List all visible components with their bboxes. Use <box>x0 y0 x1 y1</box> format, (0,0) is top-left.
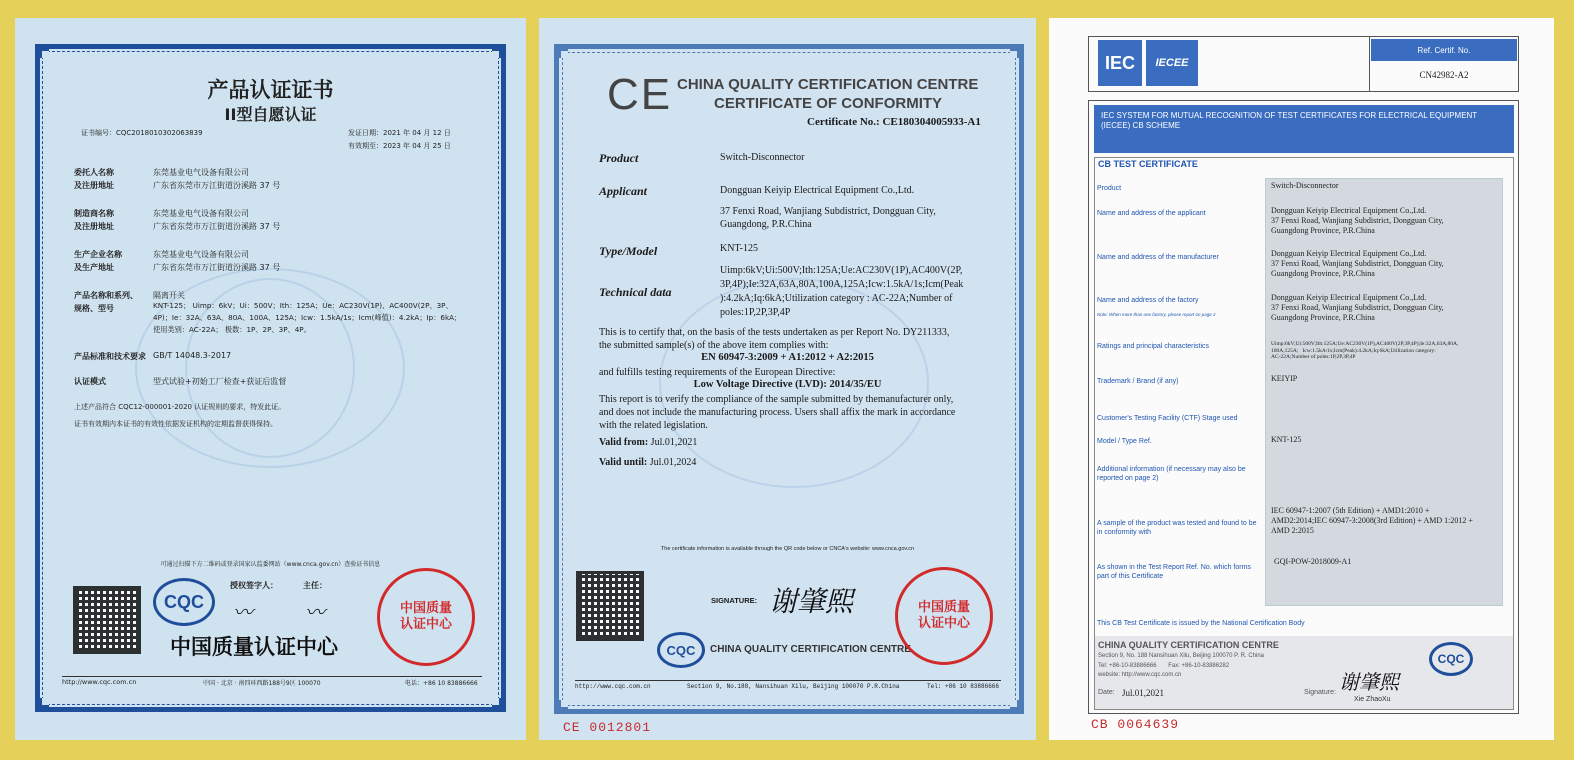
row-label: 生产企业名称 <box>74 250 122 259</box>
field-label: A sample of the product was tested and found to be in conformity with <box>1097 520 1257 536</box>
issued-note: This CB Test Certificate is issued by the National Certification Body <box>1097 620 1305 627</box>
field-value: IEC 60947-1:2007 (5th Edition) + AMD1:2010 + AMD2:2014;IEC 60947-3:2008(3rd Edition) + AMD 1:2012 + AMD 2:2015 <box>1271 506 1473 535</box>
field-label: Additional information (if necessary may also be reported on page 2) <box>1097 466 1246 482</box>
field-label: Ratings and principal characteristics <box>1097 343 1210 350</box>
standard-value: GB/T 14048.3-2017 <box>153 351 232 360</box>
footer-url: http://www.cqc.com.cn <box>575 683 651 690</box>
type-label: Type/Model <box>599 244 658 258</box>
directive: Low Voltage Directive (LVD): 2014/35/EU <box>693 379 882 390</box>
field-label: As shown in the Test Report Ref. No. which forms part of this Certificate <box>1097 564 1251 580</box>
seal-text: 中国质量认证中心 <box>917 600 970 631</box>
product-spec: 使用类别：AC-22A； 极数：1P、2P、3P、4P。 <box>153 325 311 334</box>
tech-data: 3P,4P);Ie:32A,63A,80A,100A,125A;Icw:1.5kA/1s;Icm(Peak <box>720 279 964 290</box>
certificate-title: CERTIFICATE OF CONFORMITY <box>714 95 943 112</box>
valid-until: Jul.01,2024 <box>649 457 697 468</box>
signature: 谢肇熙 <box>1339 670 1399 694</box>
corner-ornament <box>35 698 49 712</box>
row-value: 广东省东莞市万江街道汾溪路 37 号 <box>153 222 281 231</box>
signature-mark: 〰 <box>305 600 325 624</box>
serial-number: CB 0064639 <box>1091 717 1180 732</box>
seal-text: 中国质量认证中心 <box>399 601 452 632</box>
standard-label: 产品标准和技术要求 <box>74 352 146 361</box>
applicant-address: Guangdong, P.R.China <box>720 219 812 230</box>
ce-certificate-of-conformity <box>539 18 1036 740</box>
chair-label: 主任： <box>303 581 327 590</box>
valid-from: Jul.01,2021 <box>650 437 698 448</box>
valid-until-label: Valid until: <box>599 457 648 468</box>
section-title: CB TEST CERTIFICATE <box>1098 159 1198 169</box>
product-label: 规格、型号 <box>74 304 114 313</box>
type-value: KNT-125 <box>720 243 758 254</box>
valid-date-label: 有效期至： <box>348 142 383 150</box>
certificate-subtitle: II型自愿认证 <box>224 105 317 124</box>
standard: EN 60947-3:2009 + A1:2012 + A2:2015 <box>701 352 874 363</box>
product-spec: 4P)；Ie：32A、63A、80A、100A、125A；Icw：1.5kA/1s；Icm(峰值)：4.2kA；Ip：6kA； <box>153 313 462 322</box>
product-label: Product <box>599 151 639 165</box>
tech-data: poles:1P,2P,3P,4P <box>720 307 791 318</box>
field-value: Dongguan Keiyip Electrical Equipment Co.,Ltd. 37 Fenxi Road, Wanjiang Subdistrict, Dongguan City, Guangdong Province, P.R.China <box>1271 206 1444 235</box>
row-label: 及注册地址 <box>74 181 114 190</box>
date-label: Date: <box>1098 689 1115 696</box>
mode-value: 型式试验+初始工厂检查+获证后监督 <box>153 377 287 386</box>
footer-divider <box>62 676 482 677</box>
organization-website: website: http://www.cqc.com.cn <box>1098 672 1182 678</box>
corner-ornament <box>554 44 568 58</box>
signer-name: Xie ZhaoXu <box>1354 696 1391 703</box>
iecee-cb-test-certificate <box>1049 18 1554 740</box>
cqc-chinese-certificate <box>15 18 526 740</box>
row-value: 东莞基业电气设备有限公司 <box>153 209 249 218</box>
issue-date-label: 发证日期： <box>348 129 383 137</box>
footer-address: 中国 · 北京 · 南四环西路188号9区 100070 <box>203 680 321 687</box>
signer-label: 授权签字人： <box>230 581 278 590</box>
row-label: 及生产地址 <box>74 263 114 272</box>
product-label: 产品名称和系列、 <box>74 291 138 300</box>
organization-address: Section 9, No. 188 Nansihuan Xilu, Beijing 100070 P. R. China <box>1098 653 1264 659</box>
row-value: 广东省东莞市万江街道汾溪路 37 号 <box>153 263 281 272</box>
cqc-logo: CQC <box>153 578 215 626</box>
organization-name: CHINA QUALITY CERTIFICATION CENTRE <box>710 644 911 655</box>
product-spec: KNT-125； Uimp：6kV；Ui：500V；Ith：125A；Ue：AC230V(1P)、AC400V(2P、3P、 <box>153 301 453 310</box>
field-label: Name and address of the factory <box>1097 297 1199 304</box>
serial-number: CE 0012801 <box>563 720 652 735</box>
tech-label: Technical data <box>599 285 672 299</box>
mode-label: 认证模式 <box>74 377 106 386</box>
red-seal <box>895 567 993 665</box>
field-value: Switch-Disconnector <box>1271 181 1339 190</box>
row-value: 东莞基业电气设备有限公司 <box>153 250 249 259</box>
body-text: and fulfills testing requirements of the European Directive: <box>599 367 836 378</box>
row-value: 广东省东莞市万江街道汾溪路 37 号 <box>153 181 281 190</box>
applicant-address: 37 Fenxi Road, Wanjiang Subdistrict, Dongguan City, <box>720 206 936 217</box>
certificate-title: 产品认证证书 <box>207 78 334 102</box>
qr-code <box>576 571 644 641</box>
signature-mark: 〰 <box>233 600 253 624</box>
valid-from-label: Valid from: <box>599 437 649 448</box>
valid-date: 2023 年 04 月 25 日 <box>383 142 451 150</box>
organization-name: 中国质量认证中心 <box>170 635 338 659</box>
field-value: KNT-125 <box>1271 435 1302 444</box>
date-value: Jul.01,2021 <box>1122 688 1165 698</box>
cert-no-label: Certificate No.: <box>807 116 880 128</box>
row-label: 制造商名称 <box>74 209 114 218</box>
field-label: Customer's Testing Facility (CTF) Stage used <box>1097 415 1238 422</box>
body-text: This is to certify that, on the basis of the tests undertaken as per Report No. DY211333, <box>599 327 950 338</box>
organization-name: CHINA QUALITY CERTIFICATION CENTRE <box>1098 640 1279 650</box>
corner-ornament <box>1010 44 1024 58</box>
cert-no-label: 证书编号： <box>81 129 116 137</box>
body-text: This report is to verify the compliance of the sample submitted by themanufacturer only, <box>599 394 954 405</box>
tech-data: Uimp:6kV;Ui:500V;Ith:125A;Ue:AC230V(1P),AC400V(2P, <box>720 265 963 276</box>
field-value: Dongguan Keiyip Electrical Equipment Co.,Ltd. 37 Fenxi Road, Wanjiang Subdistrict, Dongguan City, Guangdong Province, P.R.China <box>1271 293 1444 322</box>
scheme-banner: IEC SYSTEM FOR MUTUAL RECOGNITION OF TEST CERTIFICATES FOR ELECTRICAL EQUIPMENT (IECEE) CB SCHEME <box>1094 105 1514 153</box>
tech-data: ):4.2kA;Iq:6kA;Utilization category : AC-22A;Number of <box>720 293 953 304</box>
cqc-logo: CQC <box>1429 642 1473 676</box>
corner-ornament <box>554 700 568 714</box>
field-value: Dongguan Keiyip Electrical Equipment Co.,Ltd. 37 Fenxi Road, Wanjiang Subdistrict, Dongguan City, Guangdong Province, P.R.China <box>1271 249 1444 278</box>
product-value: Switch-Disconnector <box>720 152 805 163</box>
signature-label: Signature: <box>1304 689 1336 696</box>
certificate-note: 证书有效期内本证书的有效性依据发证机构的定期监督获得保持。 <box>74 420 277 428</box>
factory-note: Note: When more than one factory, please report on page 2 <box>1097 312 1216 317</box>
issue-date: 2021 年 04 月 12 日 <box>383 129 451 137</box>
body-text: with the related legislation. <box>599 420 708 431</box>
footer-address: Section 9, No.188, Nansihuan Xilu, Beijing 100070 P.R.China <box>687 683 900 690</box>
applicant-label: Applicant <box>599 184 648 198</box>
organization-tel: Tel: +86-10-83886666 Fax: +86-10-83886282 <box>1098 663 1230 669</box>
certificate-issuer: CHINA QUALITY CERTIFICATION CENTRE <box>677 76 979 93</box>
corner-ornament <box>35 44 49 58</box>
signature-label: SIGNATURE: <box>711 596 758 605</box>
field-value: GQI-POW-2018009-A1 <box>1274 557 1352 566</box>
field-label: Name and address of the manufacturer <box>1097 254 1219 261</box>
ref-number: CN42982-A2 <box>1419 70 1469 80</box>
ref-label: Ref. Certif. No. <box>1371 39 1517 61</box>
iec-logo: IEC <box>1098 40 1142 86</box>
iecee-logo: IECEE <box>1146 40 1198 86</box>
field-label: Trademark / Brand (if any) <box>1097 378 1179 385</box>
cqc-logo: CQC <box>657 632 705 668</box>
row-label: 及注册地址 <box>74 222 114 231</box>
field-value: KEIYIP <box>1271 374 1298 383</box>
cert-no: CE180304005933-A1 <box>882 116 981 128</box>
red-seal <box>377 568 475 666</box>
field-label: Model / Type Ref. <box>1097 438 1152 445</box>
signature: 谢肇熙 <box>769 585 854 618</box>
body-text: and does not include the manufacturing process. Users shall affix the mark in accordance <box>599 407 956 418</box>
footer-tel: 电话：+86 10 83886666 <box>405 680 478 687</box>
footer-url: http://www.cqc.com.cn <box>62 678 137 686</box>
footer-tel: Tel: +86 10 83886666 <box>927 683 1000 690</box>
value-panel <box>1265 178 1503 606</box>
corner-ornament <box>1010 700 1024 714</box>
field-value: Uimp:6kV;Ui:500V;Ith:125A;Ue:AC230V(1P),AC400V(2P,3P,4P);Ie:32A,63A,80A, 100A,125A; Icw:1.5kA/1s;Icm(Peak):4.2kA;Iq:6kA;Utilization category: AC-22A;Number of poles:1P,2P,3P,4P <box>1271 341 1459 360</box>
field-label: Name and address of the applicant <box>1097 210 1206 217</box>
body-text: the submitted sample(s) of the above item complies with: <box>599 340 829 351</box>
field-label: Product <box>1097 185 1122 192</box>
cert-no: CQC2018010302063839 <box>116 129 203 137</box>
scan-note: 可通过扫描下方二维码或登录国家认监委网站（www.cnca.gov.cn）查验证书信息 <box>160 561 381 568</box>
row-value: 东莞基业电气设备有限公司 <box>153 168 249 177</box>
applicant-name: Dongguan Keiyip Electrical Equipment Co.,Ltd. <box>720 185 915 196</box>
footer-divider <box>575 680 1001 681</box>
qr-note: The certificate information is available through the QR code below or CNCA's website: www.cnca.gov.cn <box>660 546 915 552</box>
row-label: 委托人名称 <box>74 168 114 177</box>
certificate-note: 上述产品符合 CQC12-000001-2020 认证规则的要求，特发此证。 <box>74 403 286 411</box>
product-name: 隔离开关 <box>153 291 185 300</box>
ce-mark: CE <box>607 70 673 119</box>
qr-code <box>73 586 141 654</box>
corner-ornament <box>492 44 506 58</box>
corner-ornament <box>492 698 506 712</box>
